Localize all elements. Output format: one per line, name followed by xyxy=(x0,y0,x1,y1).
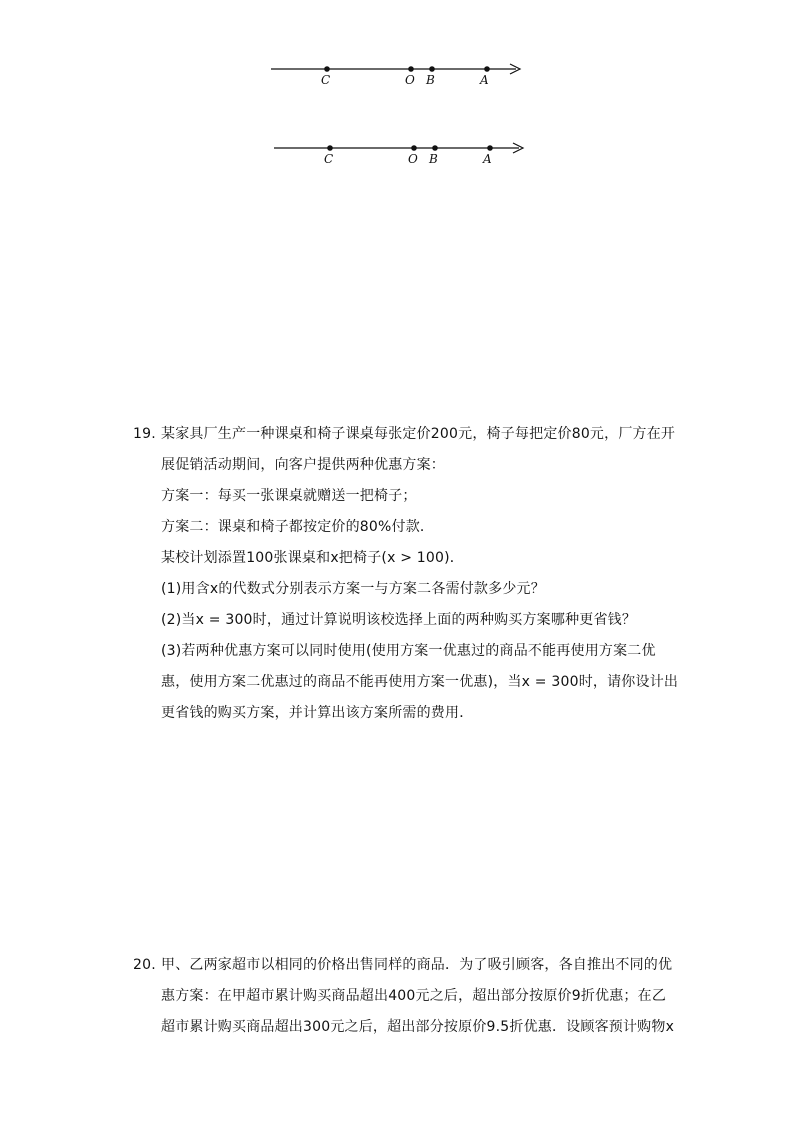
sub-question-3: (3)若两种优惠方案可以同时使用(使用方案一优惠过的商品不能再使用方案二优 xyxy=(161,643,656,659)
label-c: C xyxy=(324,152,334,166)
question-line: 更省钱的购买方案，并计算出该方案所需的费用． xyxy=(161,705,474,721)
sub-question-2: (2)当x = 300时，通过计算说明该校选择上面的两种购买方案哪种更省钱？ xyxy=(161,612,637,628)
point-c xyxy=(327,145,333,151)
point-a xyxy=(487,145,493,151)
label-a: A xyxy=(480,73,489,87)
question-line: 方案二：课桌和椅子都按定价的80%付款． xyxy=(161,519,435,535)
label-o: O xyxy=(405,73,415,87)
point-o xyxy=(411,145,417,151)
question-line: 展促销活动期间，向客户提供两种优惠方案： xyxy=(161,457,445,473)
sub-question-1: (1)用含x的代数式分别表示方案一与方案二各需付款多少元？ xyxy=(161,581,545,597)
question-number: 19. xyxy=(133,426,156,442)
question-number: 20. xyxy=(133,957,156,973)
label-c: C xyxy=(321,73,331,87)
question-line: 惠，使用方案二优惠过的商品不能再使用方案一优惠)，当x = 300时，请你设计出 xyxy=(161,674,679,690)
number-line-2-figure xyxy=(0,0,794,180)
question-line: 惠方案：在甲超市累计购买商品超出400元之后，超出部分按原价9折优惠；在乙 xyxy=(161,988,667,1004)
question-line: 甲、乙两家超市以相同的价格出售同样的商品．为了吸引顾客，各自推出不同的优 xyxy=(161,957,673,973)
label-o: O xyxy=(408,152,418,166)
number-line-2 xyxy=(0,0,794,180)
question-line: 超市累计购买商品超出300元之后，超出部分按原价9.5折优惠．设顾客预计购物x xyxy=(161,1019,675,1035)
label-b: B xyxy=(426,73,435,87)
point-b xyxy=(432,145,438,151)
question-line: 某校计划添置100张课桌和x把椅子(x > 100)． xyxy=(161,550,464,566)
label-b: B xyxy=(429,152,438,166)
question-line: 方案一：每买一张课桌就赠送一把椅子； xyxy=(161,488,417,504)
label-a: A xyxy=(483,152,492,166)
question-line: 某家具厂生产一种课桌和椅子课桌每张定价200元，椅子每把定价80元，厂方在开 xyxy=(161,426,676,442)
